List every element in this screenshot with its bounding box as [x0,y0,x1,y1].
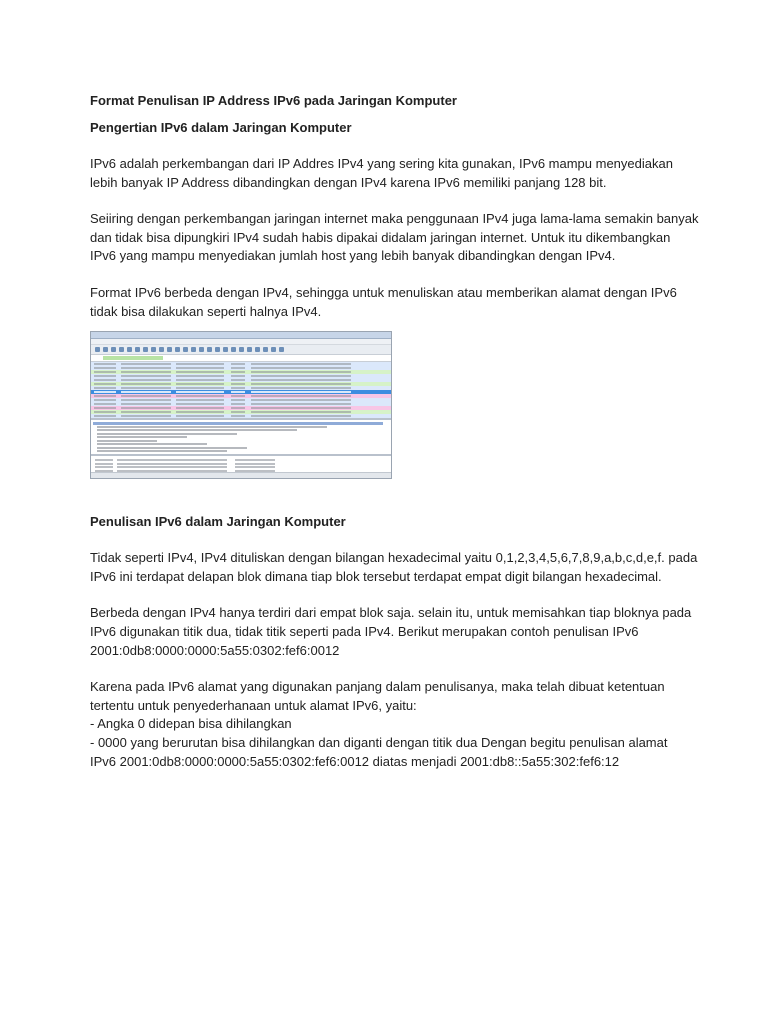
document-page [90,92,699,789]
hex-line [235,463,275,465]
packet-cell [251,379,351,381]
packet-cell [251,415,351,417]
hex-line [117,466,227,468]
toolbar-button-icon [279,347,284,352]
screenshot-filter-bar [91,355,391,362]
toolbar-button-icon [135,347,140,352]
packet-cell [94,391,116,393]
packet-cell [231,367,245,369]
packet-cell [121,363,171,365]
paragraph [90,549,698,586]
hex-line [95,466,113,468]
packet-cell [176,367,224,369]
toolbar-button-icon [247,347,252,352]
packet-cell [121,391,171,393]
packet-cell [121,383,171,385]
packet-cell [94,411,116,413]
packet-cell [121,375,171,377]
packet-cell [176,395,224,397]
packet-cell [231,375,245,377]
toolbar-button-icon [223,347,228,352]
packet-cell [251,367,351,369]
packet-cell [231,415,245,417]
section-heading-penulisan: Penulisan IPv6 dalam Jaringan Komputer [90,514,346,530]
toolbar-button-icon [151,347,156,352]
packet-cell [94,415,116,417]
toolbar-button-icon [263,347,268,352]
detail-line [97,443,207,445]
detail-line [97,426,327,428]
packet-cell [121,399,171,401]
packet-cell [251,403,351,405]
toolbar-button-icon [111,347,116,352]
packet-cell [231,387,245,389]
hex-line [117,459,227,461]
packet-cell [94,367,116,369]
hex-line [235,459,275,461]
packet-cell [231,399,245,401]
packet-cell [251,371,351,373]
hex-line [95,459,113,461]
packet-capture-screenshot [90,331,392,479]
filter-box [103,356,163,360]
toolbar-button-icon [103,347,108,352]
packet-cell [231,383,245,385]
packet-cell [251,383,351,385]
text-line: Berbeda dengan IPv4 hanya terdiri dari empat blok saja. selain itu, untuk memisahkan tiap bloknya pada [90,605,692,621]
hex-line [117,463,227,465]
text-line: IPv6 2001:0db8:0000:0000:5a55:0302:fef6:0012 diatas menjadi 2001:db8::5a55:302:fef6:12 [90,753,620,769]
packet-cell [231,391,245,393]
packet-cell [176,371,224,373]
packet-cell [231,403,245,405]
detail-line [97,433,237,435]
paragraph [90,604,690,660]
text-line: Karena pada IPv6 alamat yang digunakan panjang dalam penulisanya, maka telah dibuat ketentuan [90,679,665,695]
packet-cell [176,383,224,385]
toolbar-button-icon [175,347,180,352]
packet-cell [231,407,245,409]
packet-cell [231,395,245,397]
packet-cell [251,387,351,389]
packet-cell [176,415,224,417]
text-line: Seiiring dengan perkembangan jaringan internet maka penggunaan IPv4 juga lama-lama semakin banyak [90,211,699,227]
toolbar-button-icon [167,347,172,352]
text-line: - 0000 yang berurutan bisa dihilangkan dan diganti dengan titik dua Dengan begitu penulisan alamat [90,734,668,750]
paragraph [90,210,699,266]
packet-cell [94,395,116,397]
paragraph [90,678,690,771]
screenshot-packet-list [91,362,391,420]
toolbar-button-icon [199,347,204,352]
text-line: tertentu untuk penyederhanaan untuk alamat IPv6, yaitu: [90,697,417,713]
packet-cell [94,371,116,373]
text-line: dan tidak bisa dipungkiri IPv4 sudah habis dipakai didalam jaringan internet. Untuk itu dikembangkan [90,229,671,245]
screenshot-statusbar [91,472,391,478]
hex-line [235,466,275,468]
detail-line [97,436,187,438]
packet-cell [121,379,171,381]
packet-cell [176,379,224,381]
packet-cell [176,411,224,413]
hex-line [95,463,113,465]
document-title: Format Penulisan IP Address IPv6 pada Jaringan Komputer [90,93,457,108]
packet-cell [121,371,171,373]
toolbar-button-icon [271,347,276,352]
packet-cell [231,363,245,365]
packet-cell [121,415,171,417]
packet-cell [176,399,224,401]
toolbar-button-icon [231,347,236,352]
packet-cell [121,395,171,397]
packet-cell [94,403,116,405]
text-line: Format IPv6 berbeda dengan IPv4, sehingga untuk menuliskan atau memberikan alamat dengan IPv6 [90,284,677,300]
toolbar-button-icon [255,347,260,352]
screenshot-toolbar [91,345,391,355]
packet-cell [176,391,224,393]
packet-cell [251,395,351,397]
text-line: 2001:0db8:0000:0000:5a55:0302:fef6:0012 [90,642,340,658]
screenshot-titlebar [91,332,391,339]
packet-cell [94,375,116,377]
paragraph [90,155,690,192]
screenshot-packet-detail [91,420,391,456]
section-heading-pengertian: Pengertian IPv6 dalam Jaringan Komputer [90,120,352,135]
paragraph [90,284,690,321]
packet-cell [251,399,351,401]
packet-cell [176,363,224,365]
packet-cell [121,411,171,413]
packet-cell [231,379,245,381]
toolbar-button-icon [119,347,124,352]
packet-cell [94,383,116,385]
toolbar-button-icon [207,347,212,352]
text-line: lebih banyak IP Address dibandingkan dengan IPv4 karena IPv6 memiliki panjang 128 bit. [90,174,607,190]
text-line: tidak bisa dilakukan seperti halnya IPv4. [90,303,322,319]
packet-cell [251,391,351,393]
detail-line [97,450,227,452]
text-line: IPv6 digunakan titik dua, tidak titik seperti pada IPv4. Berikut merupakan contoh penulisan IPv6 [90,623,639,639]
packet-cell [251,375,351,377]
detail-line [97,429,297,431]
packet-cell [94,399,116,401]
toolbar-button-icon [215,347,220,352]
text-line: IPv6 ini terdapat delapan blok dimana tiap blok tersebut terdapat empat digit bilangan hexadecimal. [90,568,662,584]
packet-cell [94,363,116,365]
packet-cell [251,411,351,413]
toolbar-button-icon [159,347,164,352]
text-line: - Angka 0 didepan bisa dihilangkan [90,716,292,732]
packet-cell [94,379,116,381]
text-line: IPv6 yang mampu menyediakan jumlah host yang lebih banyak dibandingkan dengan IPv4. [90,248,616,264]
packet-cell [94,407,116,409]
packet-row [91,414,391,418]
packet-cell [251,363,351,365]
packet-cell [251,407,351,409]
packet-cell [94,387,116,389]
packet-cell [176,407,224,409]
text-line: Tidak seperti IPv4, IPv4 dituliskan dengan bilangan hexadecimal yaitu 0,1,2,3,4,5,6,7,8,9,a,b,c,d,e,f. pada [90,550,698,566]
packet-cell [121,387,171,389]
detail-line [97,447,247,449]
packet-cell [121,403,171,405]
toolbar-button-icon [183,347,188,352]
packet-cell [176,403,224,405]
toolbar-button-icon [127,347,132,352]
packet-cell [231,411,245,413]
toolbar-button-icon [191,347,196,352]
text-line: IPv6 adalah perkembangan dari IP Addres IPv4 yang sering kita gunakan, IPv6 mampu menyediakan [90,156,673,171]
detail-line [97,440,157,442]
toolbar-button-icon [143,347,148,352]
packet-cell [231,371,245,373]
packet-cell [176,375,224,377]
packet-cell [121,367,171,369]
packet-cell [176,387,224,389]
packet-cell [121,407,171,409]
toolbar-button-icon [95,347,100,352]
toolbar-button-icon [239,347,244,352]
